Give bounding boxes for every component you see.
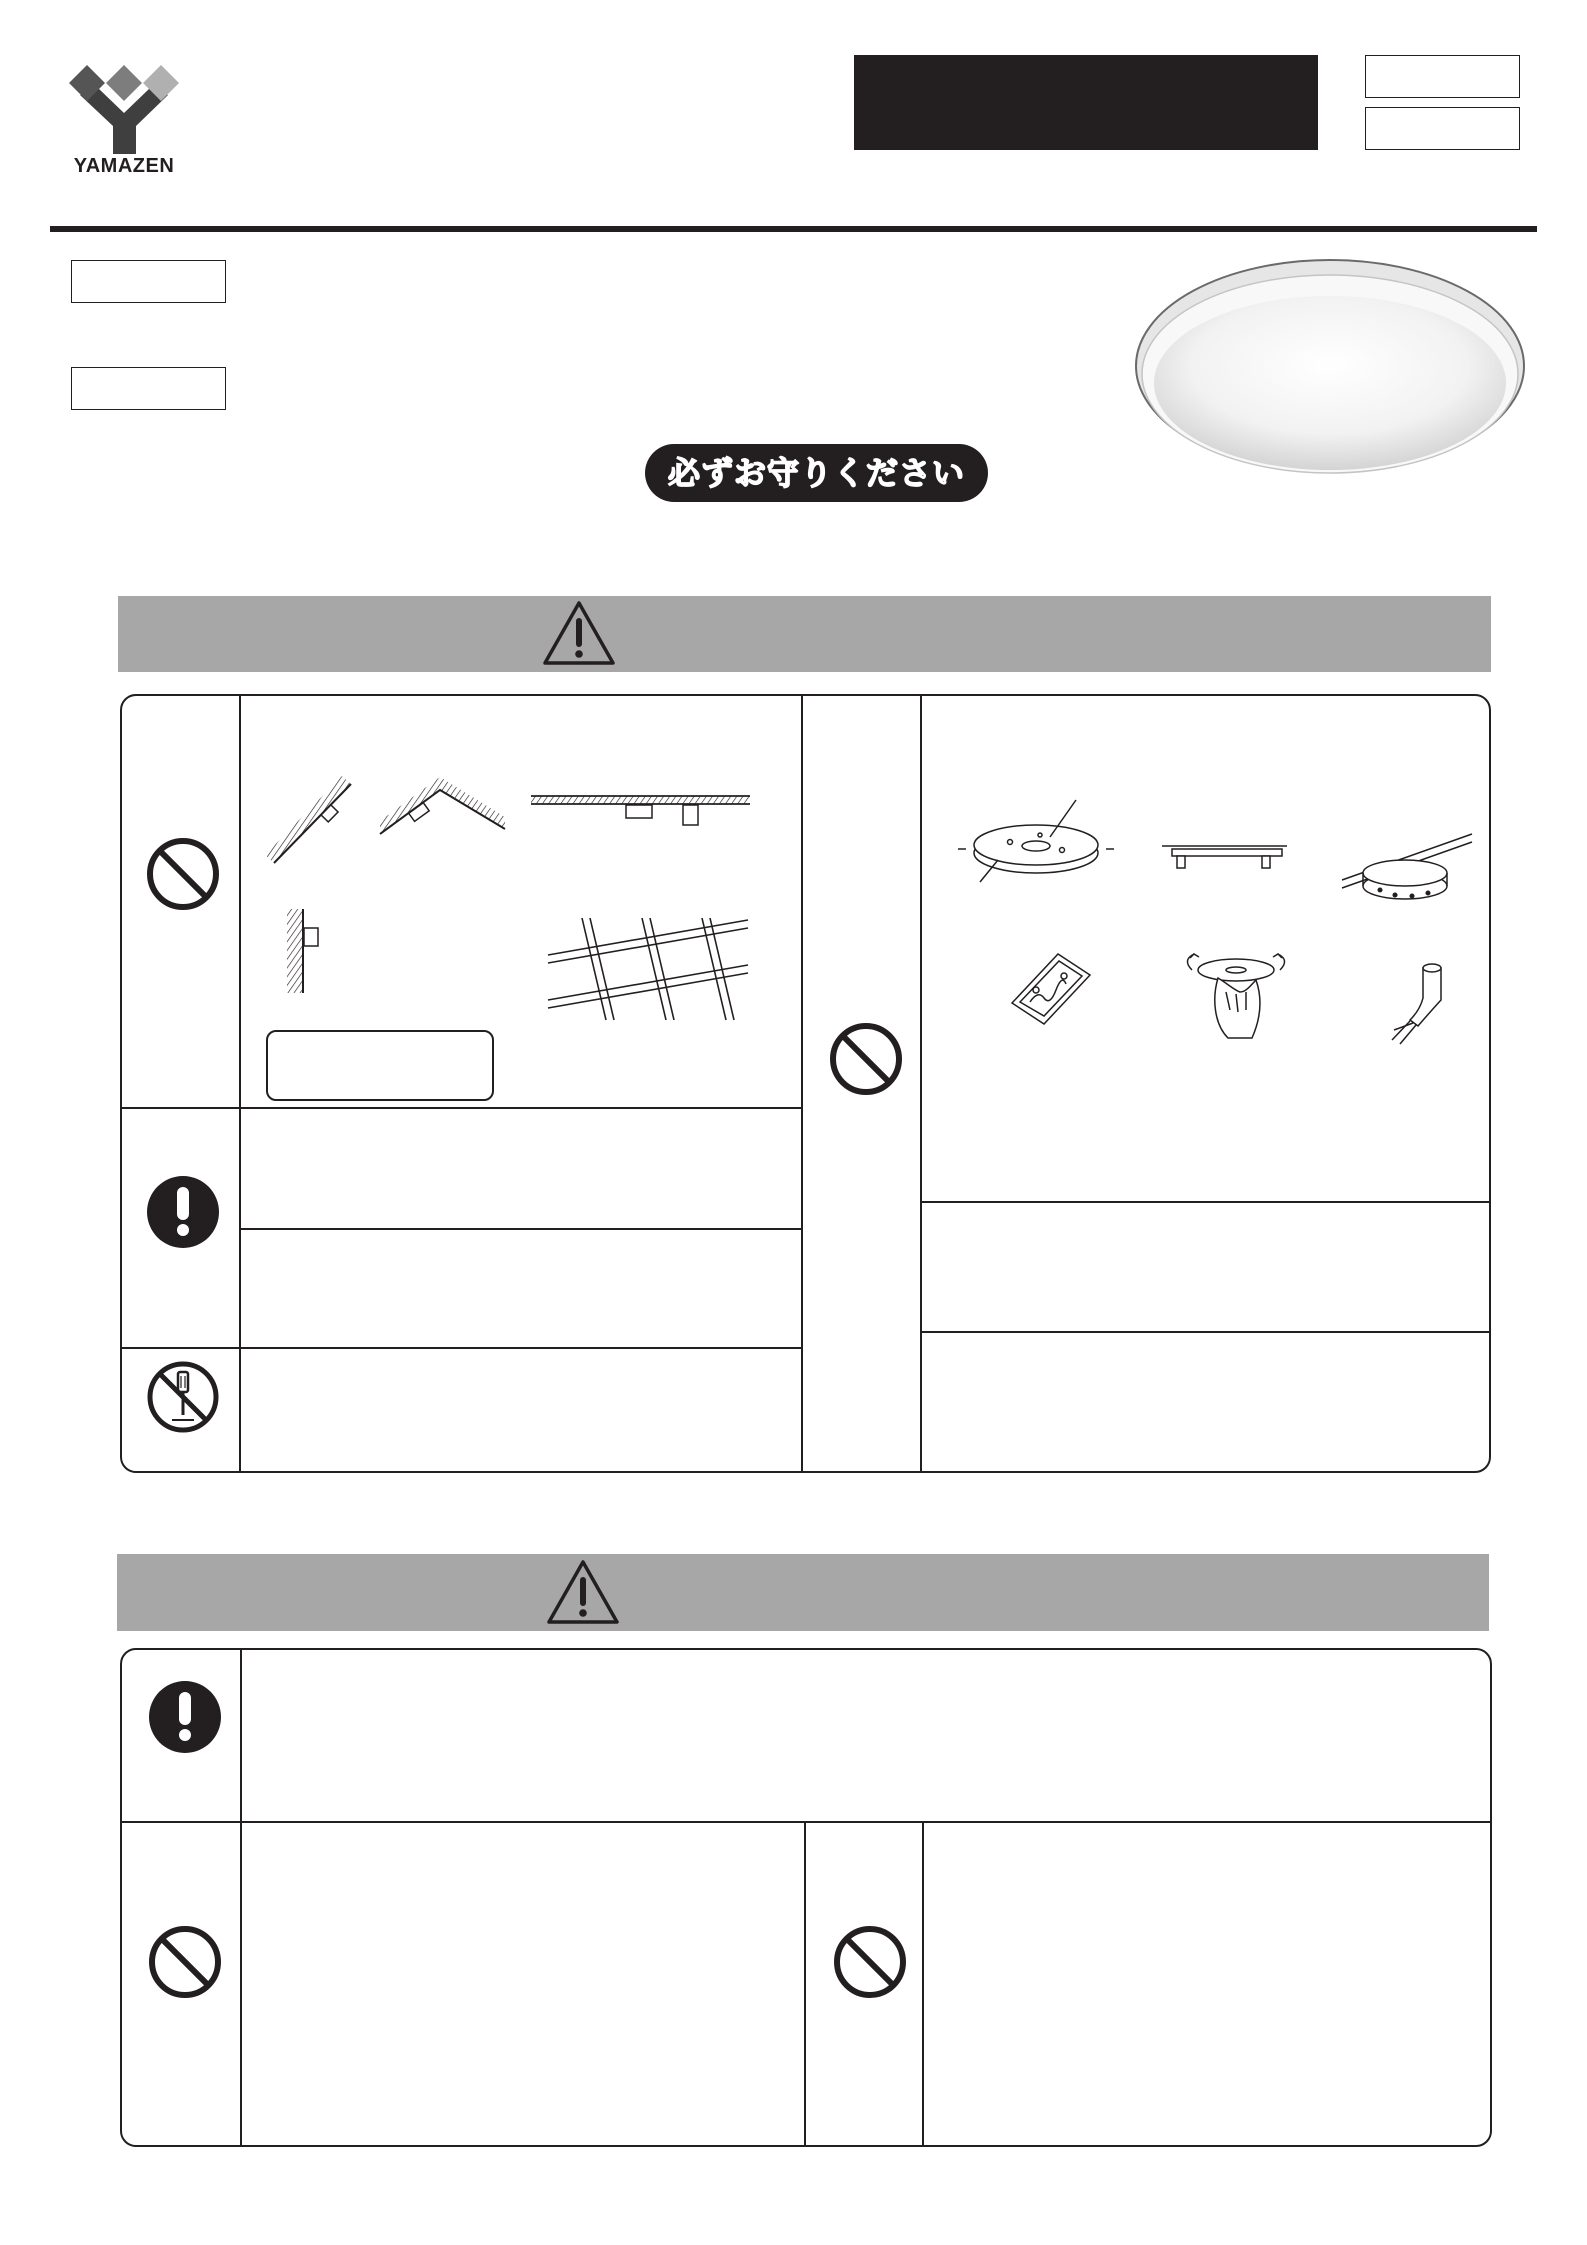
table-rule [921,1201,1491,1203]
info-box-bottom [1365,107,1520,150]
table-rule [240,1648,242,2147]
must-observe-badge: 必ずお守りください [645,444,988,502]
table-rule [240,1228,802,1230]
ceiling-light-photo [1136,260,1524,473]
table-rule [801,694,803,1473]
table-rule [120,1107,802,1109]
label-box-1 [71,260,226,303]
caution-table [120,1648,1492,2147]
caution-band [117,1554,1489,1631]
yamazen-logo-icon [69,65,179,154]
table-rule [120,1347,802,1349]
table-rule [804,1822,806,2147]
table-rule [120,1821,1492,1823]
table-rule [921,1331,1491,1333]
table-rule [922,1822,924,2147]
info-box-top [1365,55,1520,98]
note-box [266,1030,494,1101]
document-title-bar [854,55,1318,150]
warning-band [118,596,1491,672]
table-rule [239,694,241,1473]
table-rule [920,694,922,1473]
label-box-2 [71,367,226,410]
brand-name: YAMAZEN [73,155,175,177]
header-rule [50,226,1537,232]
